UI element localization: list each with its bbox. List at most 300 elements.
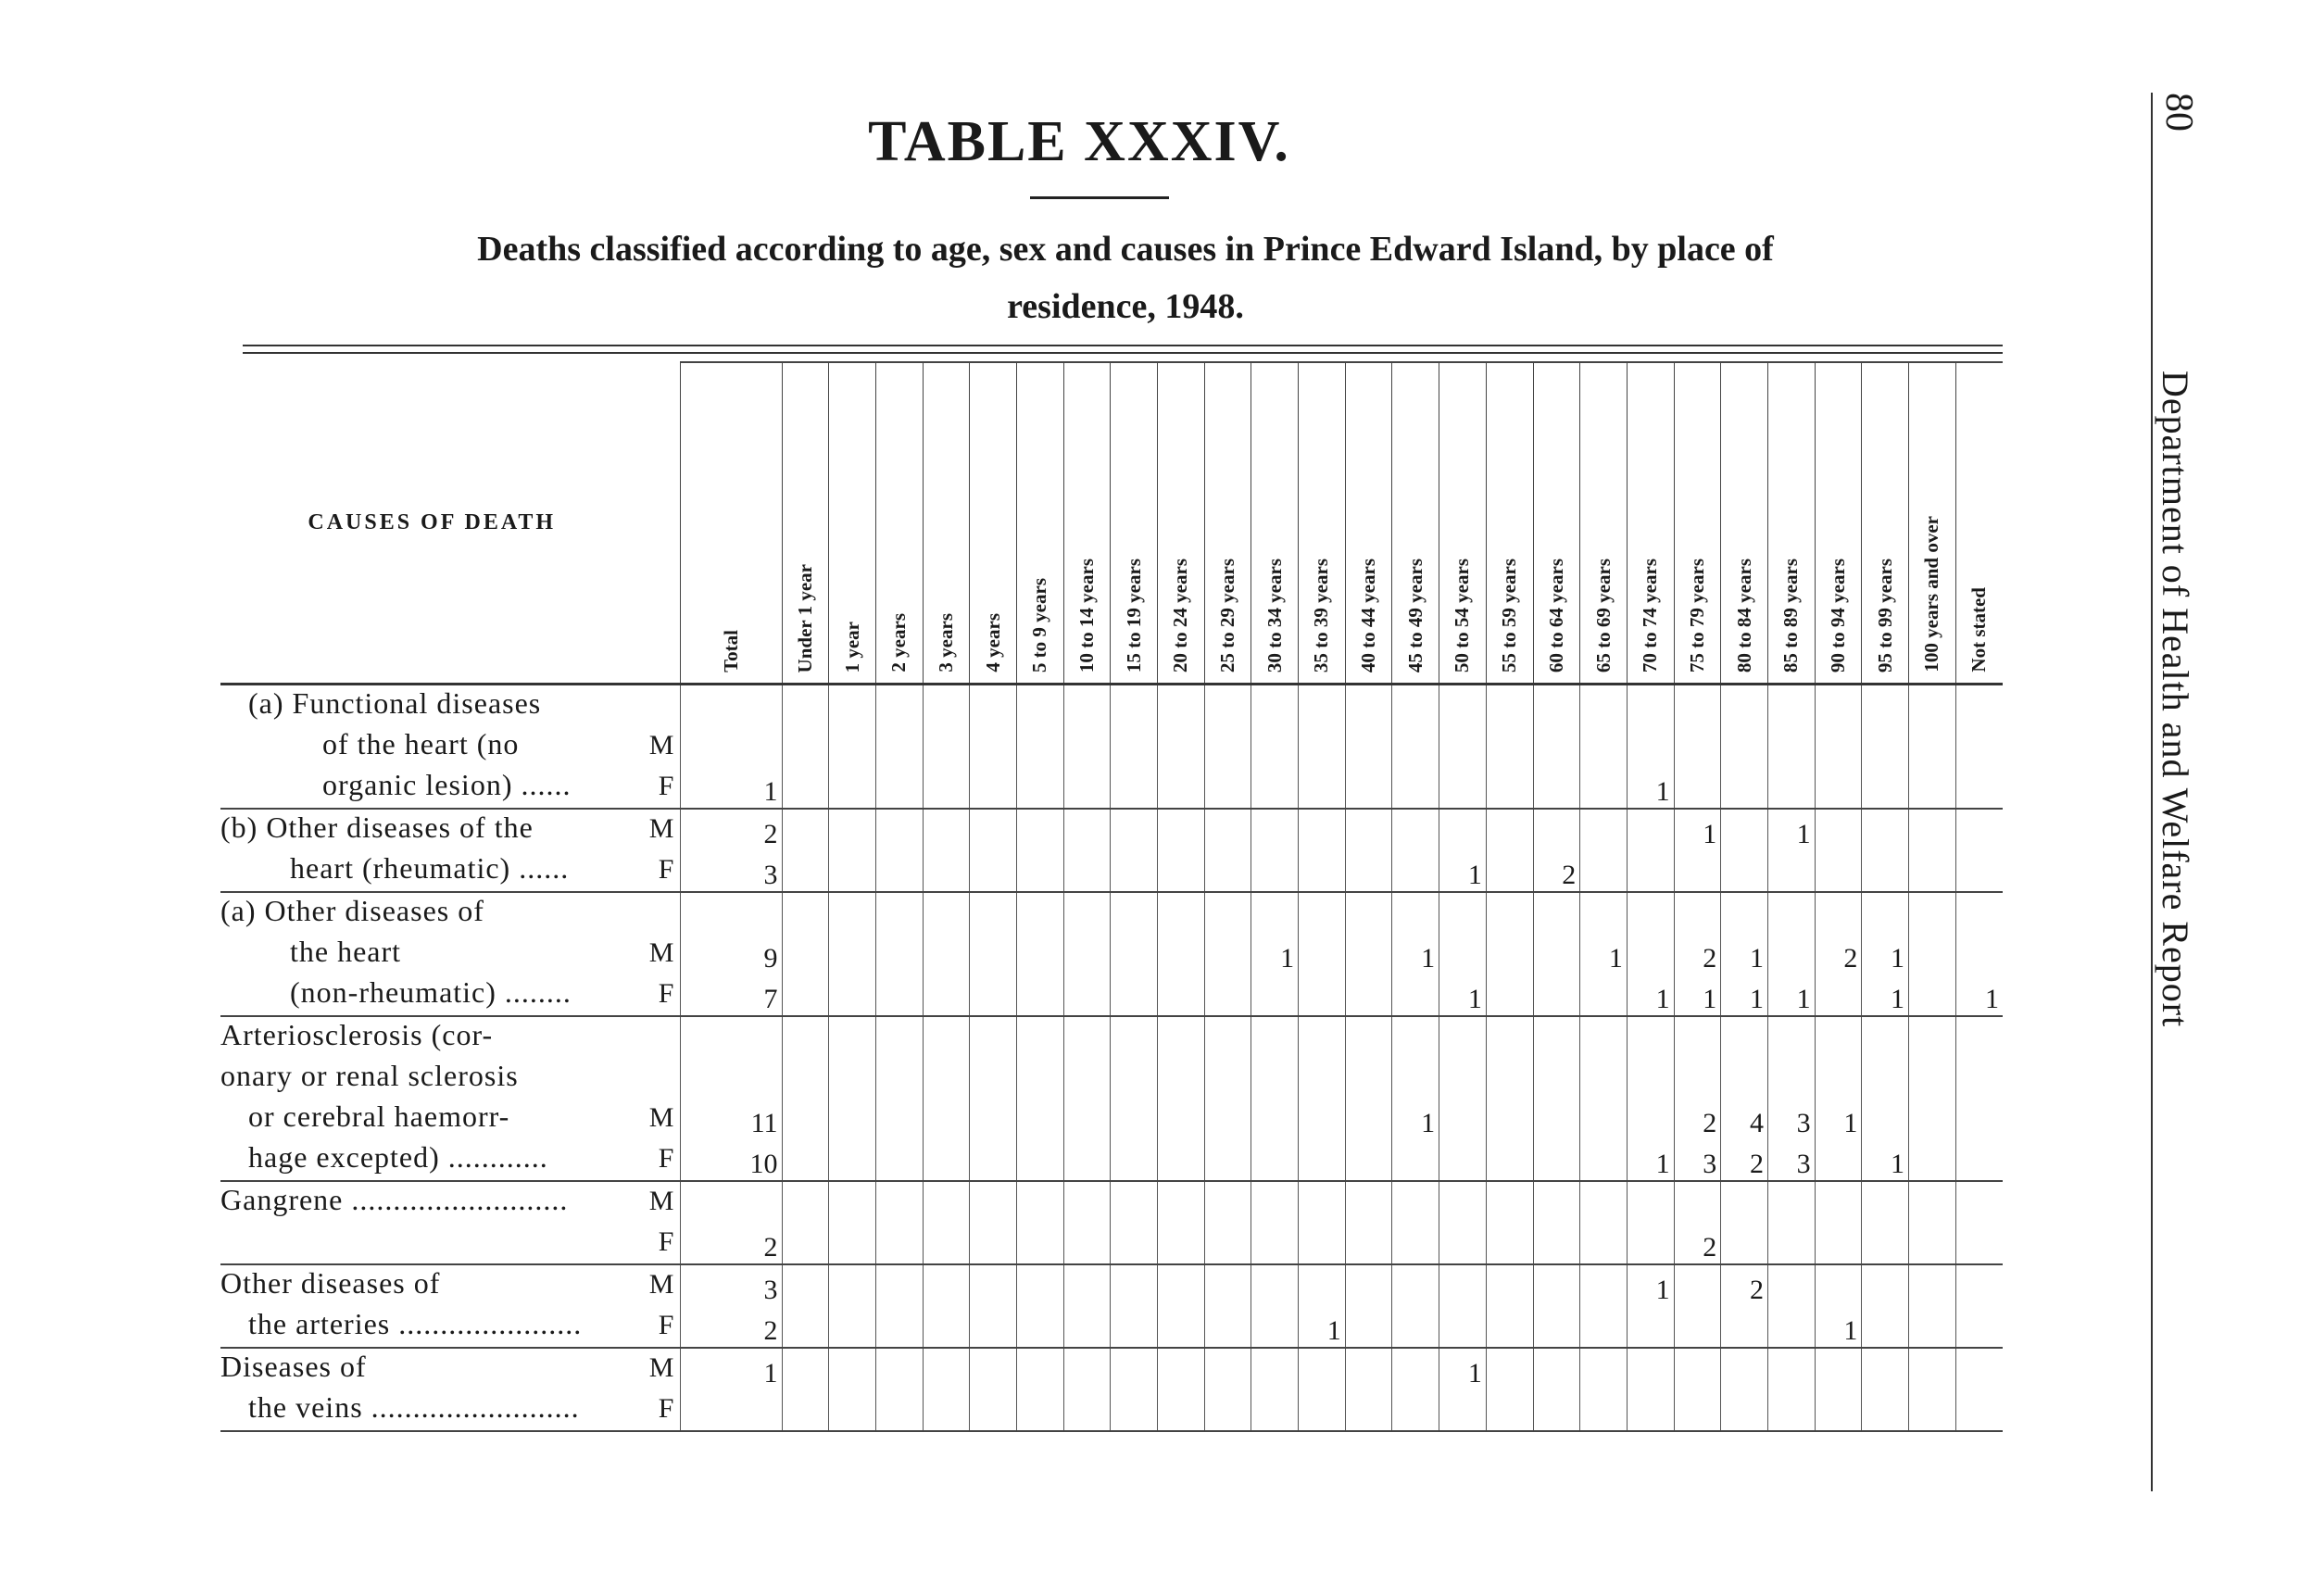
value-cell <box>681 1181 782 1223</box>
value-cell <box>875 934 923 974</box>
value-cell <box>1627 1348 1674 1389</box>
value-cell <box>1063 1016 1111 1058</box>
value-cell: 1 <box>1721 974 1768 1016</box>
value-cell <box>829 892 876 934</box>
value-cell <box>1909 974 1956 1016</box>
value-cell <box>1862 1181 1909 1223</box>
value-cell <box>1111 892 1158 934</box>
value-cell <box>1862 1348 1909 1389</box>
value-cell <box>1204 767 1251 809</box>
value-cell <box>1674 1348 1721 1389</box>
value-cell <box>1251 1389 1299 1431</box>
column-header-label: 25 to 29 years <box>1216 558 1239 672</box>
value-cell <box>1016 685 1063 727</box>
value-cell <box>1111 1264 1158 1306</box>
value-cell <box>1627 1181 1674 1223</box>
value-cell <box>1392 809 1439 850</box>
title-underline <box>1030 196 1169 199</box>
value-cell <box>1580 1058 1628 1099</box>
value-cell <box>1063 1181 1111 1223</box>
value-cell <box>1767 1016 1815 1058</box>
value-cell <box>1486 809 1533 850</box>
value-cell <box>681 1389 782 1431</box>
value-cell <box>1909 1139 1956 1181</box>
value-cell <box>1251 1348 1299 1389</box>
value-cell: 1 <box>1674 974 1721 1016</box>
column-header-10 <box>1204 362 1251 685</box>
value-cell <box>1815 1348 1862 1389</box>
value-cell <box>1439 1016 1487 1058</box>
column-header-label: 1 year <box>840 621 863 672</box>
value-cell <box>1158 934 1205 974</box>
value-cell <box>829 1223 876 1264</box>
value-cell <box>1815 892 1862 934</box>
column-header-12 <box>1299 362 1346 685</box>
page-number: 80 <box>2157 93 2200 132</box>
value-cell <box>1955 1181 2003 1223</box>
value-cell <box>1016 850 1063 892</box>
value-cell <box>829 974 876 1016</box>
value-cell <box>875 685 923 727</box>
value-cell <box>1063 892 1111 934</box>
value-cell <box>970 1058 1017 1099</box>
value-cell <box>970 892 1017 934</box>
value-cell <box>1955 1223 2003 1264</box>
value-cell <box>1111 1139 1158 1181</box>
value-cell <box>1486 1139 1533 1181</box>
value-cell <box>923 1139 970 1181</box>
value-cell <box>1251 1016 1299 1058</box>
sex-label: M <box>648 813 675 844</box>
value-cell <box>1533 1264 1580 1306</box>
value-cell <box>875 809 923 850</box>
value-cell <box>1111 809 1158 850</box>
value-cell <box>782 1348 829 1389</box>
value-cell <box>1158 1016 1205 1058</box>
value-cell <box>1909 685 1956 727</box>
value-cell <box>1251 1058 1299 1099</box>
table-row <box>220 1306 2003 1348</box>
value-cell <box>1627 1058 1674 1099</box>
value-cell <box>1767 1223 1815 1264</box>
value-cell <box>875 1016 923 1058</box>
column-header-label: Total <box>719 630 742 672</box>
value-cell <box>1345 1223 1392 1264</box>
value-cell <box>1486 1181 1533 1223</box>
cause-cell <box>220 934 681 974</box>
value-cell <box>1299 1058 1346 1099</box>
value-cell <box>1016 809 1063 850</box>
value-cell <box>1909 1016 1956 1058</box>
value-cell <box>1721 1223 1768 1264</box>
value-cell <box>1392 1058 1439 1099</box>
value-cell <box>1392 974 1439 1016</box>
value-cell <box>1063 1139 1111 1181</box>
value-cell <box>1815 1223 1862 1264</box>
value-cell <box>1955 1348 2003 1389</box>
value-cell <box>1815 767 1862 809</box>
value-cell <box>1486 934 1533 974</box>
value-cell <box>829 726 876 767</box>
value-cell <box>1299 1348 1346 1389</box>
table-row <box>220 1058 2003 1099</box>
cause-label: (a) Functional diseases <box>248 686 542 720</box>
cause-label: the arteries ...................... <box>248 1307 583 1340</box>
value-cell: 1 <box>1721 934 1768 974</box>
cause-label: of the heart (no <box>322 727 520 760</box>
value-cell <box>875 1099 923 1139</box>
causes-header <box>220 362 681 685</box>
value-cell <box>829 809 876 850</box>
value-cell <box>1909 1348 1956 1389</box>
value-cell <box>1721 1016 1768 1058</box>
value-cell <box>1111 767 1158 809</box>
value-cell <box>1486 1306 1533 1348</box>
table-row <box>220 1181 2003 1223</box>
value-cell <box>1345 1181 1392 1223</box>
value-cell <box>875 1264 923 1306</box>
value-cell <box>1486 1058 1533 1099</box>
value-cell <box>681 685 782 727</box>
value-cell <box>1627 1099 1674 1139</box>
value-cell <box>1204 1348 1251 1389</box>
value-cell <box>1016 767 1063 809</box>
cause-label: (b) Other diseases of the <box>220 811 534 844</box>
value-cell <box>923 1058 970 1099</box>
value-cell <box>1439 767 1487 809</box>
value-cell <box>1299 974 1346 1016</box>
value-cell <box>1580 726 1628 767</box>
value-cell <box>1251 850 1299 892</box>
table-row <box>220 974 2003 1016</box>
value-cell <box>1111 974 1158 1016</box>
value-cell: 2 <box>1674 1223 1721 1264</box>
value-cell <box>1580 1223 1628 1264</box>
value-cell <box>1909 809 1956 850</box>
value-cell <box>923 1016 970 1058</box>
value-cell <box>1955 934 2003 974</box>
value-cell <box>1016 1016 1063 1058</box>
value-cell: 1 <box>1767 974 1815 1016</box>
value-cell <box>1204 1264 1251 1306</box>
value-cell <box>1862 726 1909 767</box>
value-cell <box>1862 767 1909 809</box>
value-cell <box>1392 1348 1439 1389</box>
sex-label: F <box>658 1143 675 1174</box>
value-cell <box>829 1348 876 1389</box>
value-cell <box>970 974 1017 1016</box>
value-cell <box>1111 1223 1158 1264</box>
value-cell <box>1533 892 1580 934</box>
value-cell <box>782 1099 829 1139</box>
value-cell <box>1111 850 1158 892</box>
value-cell <box>1674 1389 1721 1431</box>
value-cell <box>1486 767 1533 809</box>
value-cell <box>1627 1389 1674 1431</box>
value-cell <box>1486 1389 1533 1431</box>
value-cell <box>1251 726 1299 767</box>
cause-cell <box>220 767 681 809</box>
value-cell <box>829 685 876 727</box>
value-cell <box>1063 1389 1111 1431</box>
value-cell <box>1158 1348 1205 1389</box>
value-cell <box>681 1016 782 1058</box>
column-header-0 <box>681 362 782 685</box>
value-cell <box>970 1348 1017 1389</box>
value-cell <box>1580 850 1628 892</box>
value-cell <box>1862 1058 1909 1099</box>
value-cell <box>829 1099 876 1139</box>
value-cell <box>1299 685 1346 727</box>
value-cell <box>923 726 970 767</box>
top-rule-double <box>243 352 2003 354</box>
value-cell <box>1580 892 1628 934</box>
value-cell <box>1016 1306 1063 1348</box>
value-cell <box>970 934 1017 974</box>
value-cell <box>1016 1181 1063 1223</box>
value-cell <box>923 934 970 974</box>
value-cell <box>1345 850 1392 892</box>
value-cell <box>970 809 1017 850</box>
value-cell <box>1862 1264 1909 1306</box>
value-cell <box>782 1181 829 1223</box>
causes-header-label: CAUSES OF DEATH <box>308 509 557 534</box>
column-header-15 <box>1439 362 1487 685</box>
value-cell <box>1392 1139 1439 1181</box>
value-cell <box>923 767 970 809</box>
table-row <box>220 892 2003 934</box>
value-cell <box>829 1058 876 1099</box>
value-cell <box>1204 850 1251 892</box>
value-cell <box>875 1181 923 1223</box>
value-cell: 4 <box>1721 1099 1768 1139</box>
cause-cell <box>220 809 681 850</box>
value-cell <box>1158 1058 1205 1099</box>
cause-cell <box>220 1264 681 1306</box>
value-cell <box>1439 1099 1487 1139</box>
value-cell <box>1955 1058 2003 1099</box>
value-cell <box>1063 850 1111 892</box>
value-cell <box>1063 767 1111 809</box>
value-cell <box>1204 1058 1251 1099</box>
value-cell <box>1627 685 1674 727</box>
value-cell <box>1392 850 1439 892</box>
column-header-label: 70 to 74 years <box>1639 558 1662 672</box>
column-header-3 <box>875 362 923 685</box>
value-cell <box>1909 1099 1956 1139</box>
sex-label: M <box>648 1186 675 1216</box>
value-cell <box>1627 809 1674 850</box>
value-cell <box>1955 726 2003 767</box>
value-cell <box>1204 892 1251 934</box>
value-cell <box>1767 726 1815 767</box>
value-cell <box>782 1306 829 1348</box>
cause-label: heart (rheumatic) ...... <box>290 851 570 885</box>
column-header-label: 80 to 84 years <box>1732 558 1755 672</box>
value-cell <box>782 726 829 767</box>
value-cell <box>1299 767 1346 809</box>
column-header-label: 15 to 19 years <box>1122 558 1145 672</box>
value-cell <box>1204 1223 1251 1264</box>
value-cell <box>1158 685 1205 727</box>
column-header-label: 10 to 14 years <box>1075 558 1098 672</box>
sex-label: F <box>658 978 675 1009</box>
value-cell <box>1955 1306 2003 1348</box>
value-cell <box>1580 1306 1628 1348</box>
value-cell <box>1721 1348 1768 1389</box>
value-cell <box>1439 1223 1487 1264</box>
value-cell <box>1158 1264 1205 1306</box>
value-cell <box>782 1016 829 1058</box>
value-cell <box>923 809 970 850</box>
value-cell <box>1299 934 1346 974</box>
value-cell: 1 <box>681 767 782 809</box>
value-cell <box>681 892 782 934</box>
value-cell <box>1392 1264 1439 1306</box>
value-cell <box>1627 850 1674 892</box>
margin-rule <box>2151 93 2153 1491</box>
value-cell <box>1016 974 1063 1016</box>
value-cell <box>1486 1348 1533 1389</box>
value-cell <box>681 1058 782 1099</box>
value-cell <box>1111 726 1158 767</box>
value-cell <box>1909 1223 1956 1264</box>
value-cell <box>1299 1223 1346 1264</box>
value-cell <box>1204 934 1251 974</box>
value-cell: 1 <box>1815 1306 1862 1348</box>
value-cell <box>1580 1016 1628 1058</box>
value-cell <box>1251 892 1299 934</box>
column-header-7 <box>1063 362 1111 685</box>
value-cell <box>1111 685 1158 727</box>
column-header-13 <box>1345 362 1392 685</box>
value-cell <box>1862 1016 1909 1058</box>
column-header-label: 35 to 39 years <box>1310 558 1333 672</box>
value-cell <box>1486 1016 1533 1058</box>
value-cell: 3 <box>1674 1139 1721 1181</box>
value-cell <box>1063 1306 1111 1348</box>
column-header-14 <box>1392 362 1439 685</box>
value-cell <box>1158 809 1205 850</box>
value-cell <box>1721 685 1768 727</box>
cause-cell <box>220 892 681 934</box>
value-cell: 11 <box>681 1099 782 1139</box>
value-cell <box>1016 1223 1063 1264</box>
column-header-17 <box>1533 362 1580 685</box>
value-cell <box>875 767 923 809</box>
value-cell <box>923 685 970 727</box>
value-cell: 1 <box>1674 809 1721 850</box>
value-cell: 2 <box>1674 934 1721 974</box>
value-cell: 2 <box>1721 1139 1768 1181</box>
value-cell <box>1767 850 1815 892</box>
value-cell: 2 <box>681 809 782 850</box>
value-cell <box>875 1389 923 1431</box>
value-cell <box>1439 1306 1487 1348</box>
column-header-21 <box>1721 362 1768 685</box>
value-cell <box>1580 1389 1628 1431</box>
value-cell <box>1111 1099 1158 1139</box>
column-header-label: 2 years <box>887 613 911 672</box>
value-cell <box>1533 1058 1580 1099</box>
column-header-2 <box>829 362 876 685</box>
table-row <box>220 726 2003 767</box>
value-cell <box>1533 1306 1580 1348</box>
cause-label: the veins ......................... <box>248 1390 580 1424</box>
value-cell: 10 <box>681 1139 782 1181</box>
value-cell <box>1627 1223 1674 1264</box>
column-header-24 <box>1862 362 1909 685</box>
value-cell <box>1345 1058 1392 1099</box>
value-cell <box>1815 1264 1862 1306</box>
value-cell <box>1392 726 1439 767</box>
value-cell <box>1251 1099 1299 1139</box>
column-header-label: Under 1 year <box>793 563 816 672</box>
value-cell <box>782 892 829 934</box>
sex-label: M <box>648 937 675 968</box>
sex-label: M <box>648 1269 675 1300</box>
column-header-16 <box>1486 362 1533 685</box>
cause-cell <box>220 1099 681 1139</box>
value-cell <box>1955 1016 2003 1058</box>
value-cell <box>1674 1016 1721 1058</box>
value-cell <box>1299 1099 1346 1139</box>
value-cell <box>1533 1016 1580 1058</box>
table-row <box>220 1264 2003 1306</box>
value-cell <box>1392 1223 1439 1264</box>
value-cell <box>1767 1348 1815 1389</box>
value-cell <box>1721 1306 1768 1348</box>
column-header-label: 5 to 9 years <box>1028 577 1051 672</box>
value-cell <box>970 850 1017 892</box>
value-cell <box>1345 767 1392 809</box>
value-cell <box>1345 685 1392 727</box>
table-row <box>220 685 2003 727</box>
column-header-5 <box>970 362 1017 685</box>
value-cell <box>1158 767 1205 809</box>
value-cell <box>1955 809 2003 850</box>
value-cell <box>1533 1099 1580 1139</box>
cause-label: the heart <box>290 935 402 968</box>
value-cell <box>1909 934 1956 974</box>
cause-cell <box>220 726 681 767</box>
value-cell <box>1862 809 1909 850</box>
value-cell <box>1486 1264 1533 1306</box>
value-cell <box>1345 1389 1392 1431</box>
value-cell <box>1392 1016 1439 1058</box>
column-header-label: Not stated <box>1967 587 1991 672</box>
value-cell: 2 <box>1815 934 1862 974</box>
value-cell <box>923 892 970 934</box>
value-cell <box>1909 892 1956 934</box>
value-cell <box>1955 1139 2003 1181</box>
cause-cell <box>220 1389 681 1431</box>
value-cell <box>1721 1058 1768 1099</box>
subtitle-line-1: Deaths classified according to age, sex and causes in Prince Edward Island, by place of <box>477 230 1774 269</box>
cause-cell <box>220 1016 681 1058</box>
table-row <box>220 1099 2003 1139</box>
value-cell <box>1392 685 1439 727</box>
value-cell <box>1674 1264 1721 1306</box>
value-cell <box>782 1058 829 1099</box>
value-cell <box>1909 1058 1956 1099</box>
value-cell <box>1299 726 1346 767</box>
cause-label: Gangrene .......................... <box>220 1183 569 1216</box>
value-cell: 1 <box>1580 934 1628 974</box>
value-cell <box>1815 809 1862 850</box>
value-cell <box>1721 892 1768 934</box>
value-cell: 2 <box>681 1223 782 1264</box>
